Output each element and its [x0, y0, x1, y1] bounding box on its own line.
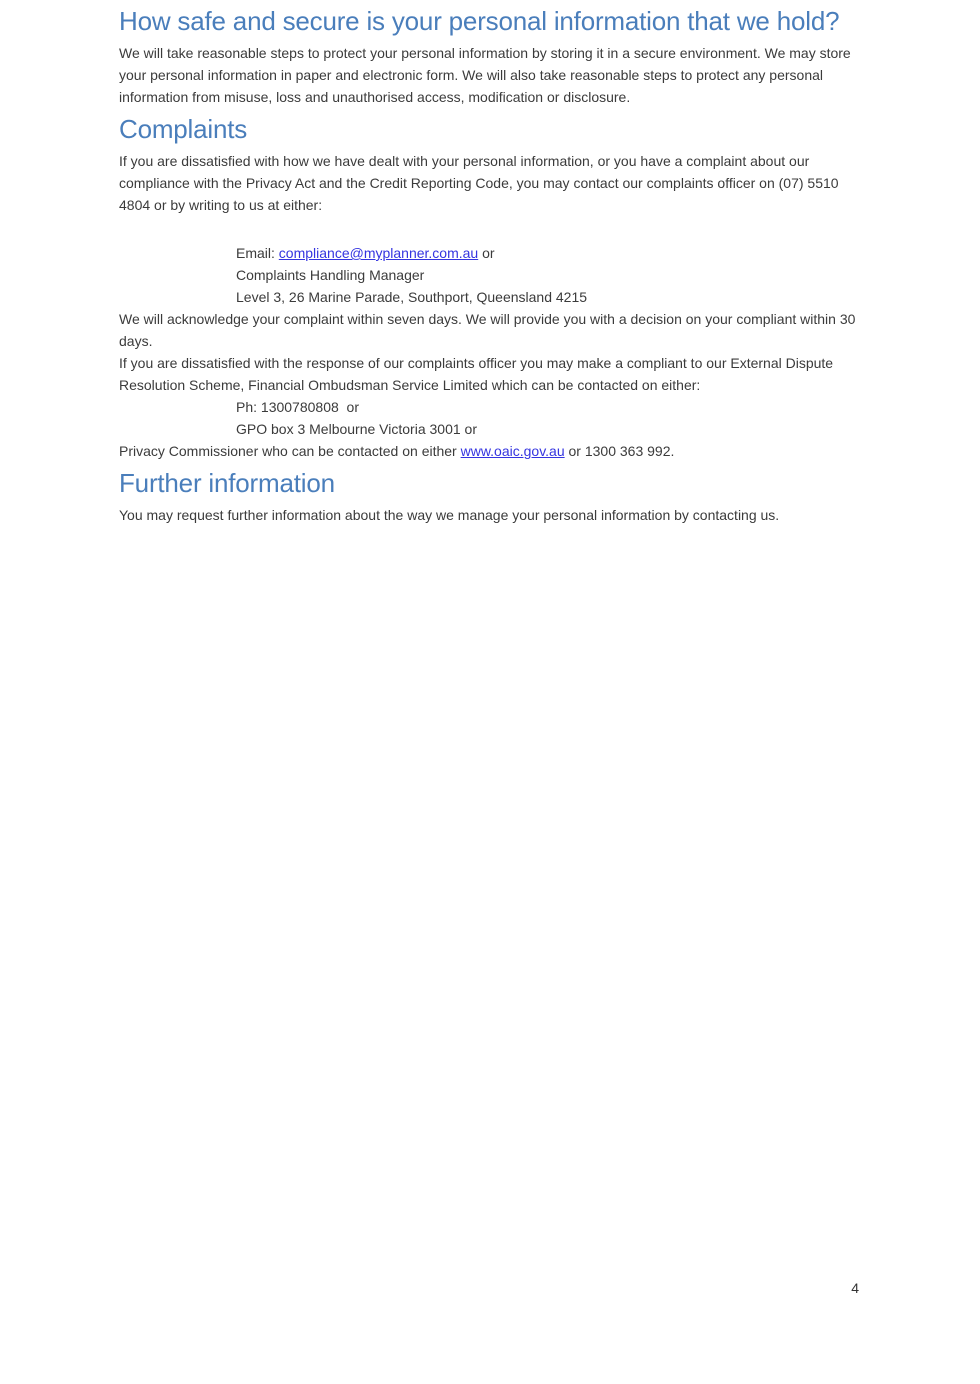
paragraph-edr: If you are dissatisfied with the response of our complaints officer you may make a compliant to our External Dispute Resolution Scheme, Financial Ombudsman Service Limited which can be contacted on either: — [119, 355, 837, 393]
email-label: Email: — [236, 245, 279, 261]
heading-how-safe: How safe and secure is your personal information that we hold? — [119, 6, 840, 36]
contact-details-block — [236, 242, 859, 308]
heading-complaints: Complaints — [119, 114, 248, 144]
privacy-commissioner-after-link: or 1300 363 992. — [564, 443, 675, 459]
privacy-commissioner-before-link: Privacy Commissioner who can be contacted on either — [119, 443, 461, 459]
edr-address-line: GPO box 3 Melbourne Victoria 3001 or — [236, 421, 477, 437]
paragraph-further-body: You may request further information about the way we manage your personal information by contacting us. — [119, 507, 780, 523]
contact-email-line — [236, 242, 859, 264]
contact-address-line: Level 3, 26 Marine Parade, Southport, Queensland 4215 — [236, 289, 588, 305]
paragraph-privacy-commissioner — [119, 440, 859, 462]
email-link[interactable]: compliance@myplanner.com.au — [278, 245, 479, 261]
paragraph-safety-body: We will take reasonable steps to protect your personal information by storing it in a secure environment. We may store your personal information in paper and electronic form. We will also take reasonable steps to protect any personal information from misuse, loss and unauthorised access, modification or disclosure. — [119, 45, 855, 105]
heading-further-information: Further information — [119, 468, 335, 498]
page-number: 4 — [851, 1280, 859, 1296]
oaic-link[interactable]: www.oaic.gov.au — [460, 443, 565, 459]
document-content — [119, 0, 859, 526]
edr-phone-line: Ph: 1300780808 or — [236, 399, 359, 415]
edr-contact-block — [236, 396, 859, 440]
paragraph-complaints-intro: If you are dissatisfied with how we have dealt with your personal information, or you have a complaint about our compliance with the Privacy Act and the Credit Reporting Code, you may contact our complaints officer on (07) 5510 4804 or by writing to us at either: — [119, 153, 843, 213]
contact-manager-line: Complaints Handling Manager — [236, 267, 425, 283]
paragraph-acknowledge: We will acknowledge your complaint within seven days. We will provide you with a decision on your compliant within 30 days. — [119, 311, 860, 349]
email-after-text: or — [478, 245, 495, 261]
